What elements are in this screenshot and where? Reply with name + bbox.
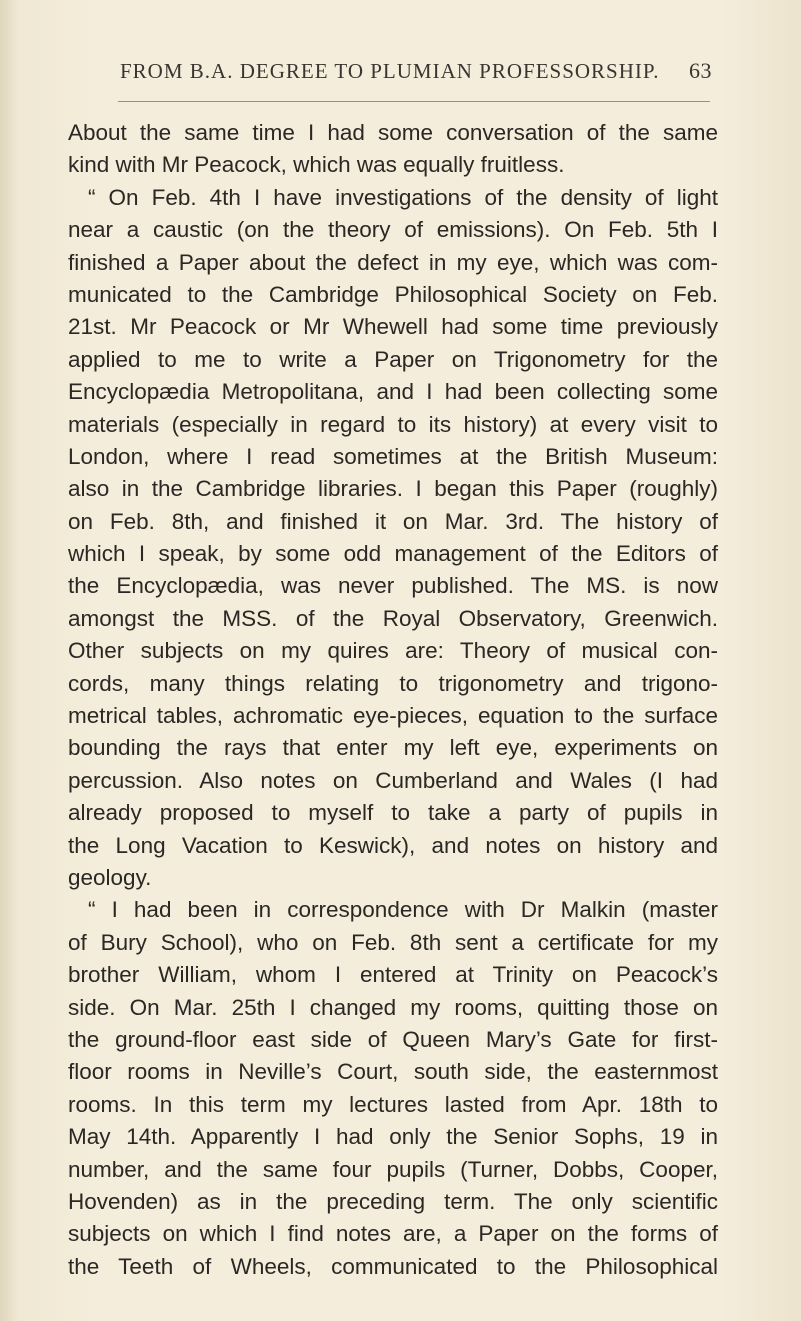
text-line: subjects on which I find notes are, a Paper on the forms of — [68, 1221, 718, 1247]
text-line: metrical tables, achromatic eye-pieces, equation to the surface — [68, 703, 718, 729]
text-line: also in the Cambridge libraries. I began this Paper (roughly) — [68, 476, 718, 502]
running-header — [120, 58, 712, 98]
text-line: floor rooms in Neville’s Court, south side, the easternmost — [68, 1059, 718, 1085]
text-line: the ground-floor east side of Queen Mary’s Gate for first- — [68, 1026, 718, 1052]
text-line: geology. — [68, 864, 152, 890]
text-line: of Bury School), who on Feb. 8th sent a certificate for my — [68, 929, 718, 955]
text-line: About the same time I had some conversation of the same — [68, 120, 718, 145]
body-text — [68, 117, 718, 1283]
text-line: 21st. Mr Peacock or Mr Whewell had some time previously — [68, 314, 718, 340]
text-line: number, and the same four pupils (Turner, Dobbs, Cooper, — [68, 1156, 718, 1182]
text-line: which I speak, by some odd management of the Editors of — [68, 541, 718, 567]
text-line: amongst the MSS. of the Royal Observatory, Greenwich. — [68, 605, 718, 631]
text-line: “ I had been in correspondence with Dr Malkin (master — [88, 897, 718, 923]
text-line: percussion. Also notes on Cumberland and Wales (I had — [68, 767, 718, 793]
text-line: materials (especially in regard to its history) at every visit to — [68, 411, 718, 437]
text-line: the Long Vacation to Keswick), and notes on history and — [68, 832, 718, 858]
page-edge-shadow — [0, 0, 18, 1321]
running-title: FROM B.A. DEGREE TO PLUMIAN PROFESSORSHIP. — [120, 59, 660, 83]
text-line: London, where I read sometimes at the British Museum: — [68, 443, 718, 469]
text-line: cords, many things relating to trigonometry and trigono- — [68, 670, 718, 696]
text-line: municated to the Cambridge Philosophical Society on Feb. — [68, 281, 718, 307]
text-line: brother William, whom I entered at Trinity on Peacock’s — [68, 962, 718, 988]
header-rule — [118, 101, 710, 102]
page-number: 63 — [689, 58, 712, 83]
text-line: bounding the rays that enter my left eye, experiments on — [68, 735, 718, 761]
text-line: on Feb. 8th, and finished it on Mar. 3rd. The history of — [68, 508, 718, 534]
text-line: already proposed to myself to take a party of pupils in — [68, 800, 718, 826]
text-line: kind with Mr Peacock, which was equally fruitless. — [68, 152, 565, 178]
text-line: the Teeth of Wheels, communicated to the Philosophical — [68, 1253, 718, 1279]
text-line: the Encyclopædia, was never published. The MS. is now — [68, 573, 718, 599]
text-line: Other subjects on my quires are: Theory of musical con- — [68, 638, 718, 664]
text-line: near a caustic (on the theory of emissions). On Feb. 5th I — [68, 217, 718, 243]
text-line: finished a Paper about the defect in my eye, which was com- — [68, 249, 718, 275]
text-line: applied to me to write a Paper on Trigonometry for the — [68, 346, 718, 372]
text-line: rooms. In this term my lectures lasted from Apr. 18th to — [68, 1091, 718, 1117]
text-line: Encyclopædia Metropolitana, and I had been collecting some — [68, 379, 718, 405]
text-line: May 14th. Apparently I had only the Senior Sophs, 19 in — [68, 1124, 718, 1150]
text-line: “ On Feb. 4th I have investigations of the density of light — [88, 184, 718, 210]
text-line: side. On Mar. 25th I changed my rooms, quitting those on — [68, 994, 718, 1020]
text-line: Hovenden) as in the preceding term. The only scientific — [68, 1188, 718, 1214]
